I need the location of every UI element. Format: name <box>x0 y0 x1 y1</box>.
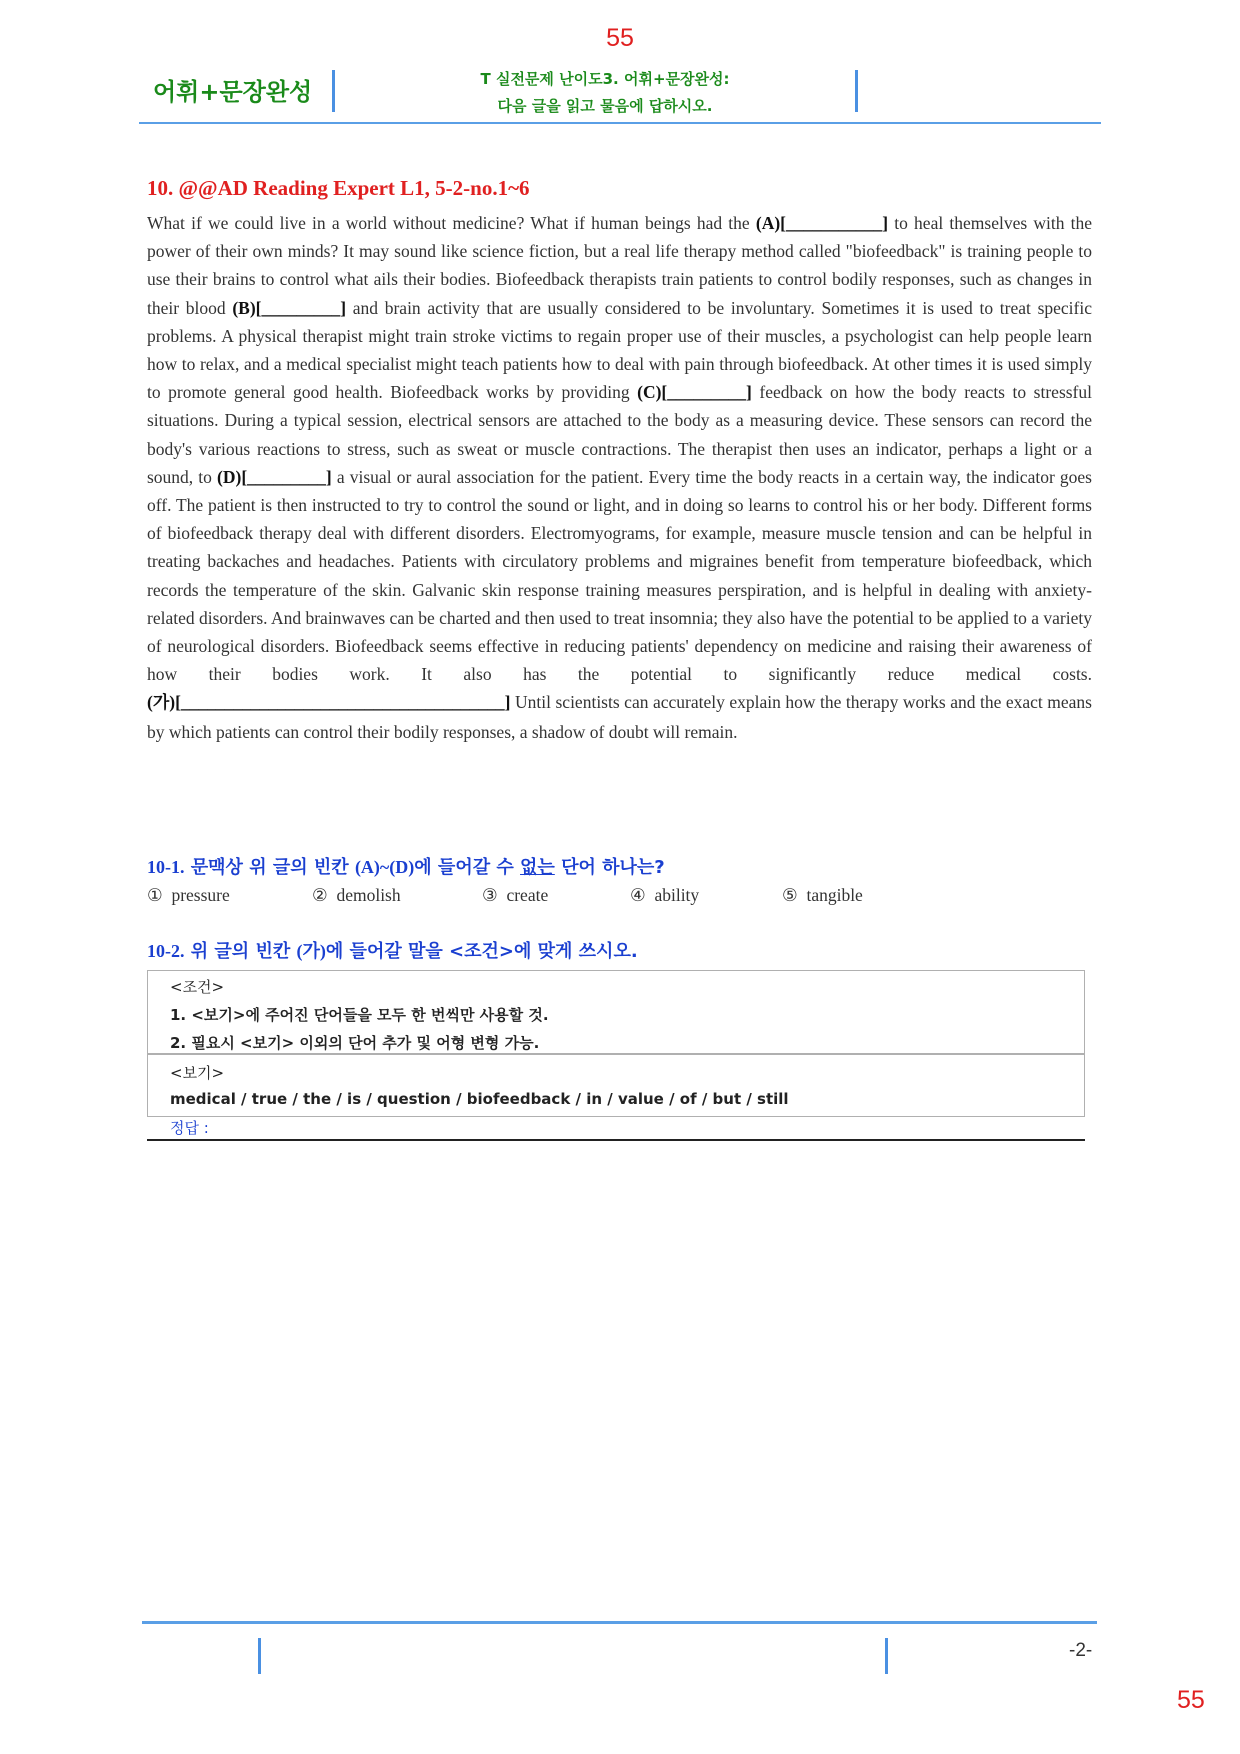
blank-ga-char: 가 <box>152 693 170 714</box>
passage-text: to heal themselves with the power of their own minds? It may sound like science fiction, but a real life therapy method called "biofeedback" is training people to use their brains to control what ails their bodies. Biofeedback therapists train patients to control bodily responses, such as changes in their blood <box>147 213 1093 318</box>
blank-a: (A)[___________] <box>755 213 889 233</box>
option-4-mark: ④ <box>630 885 646 905</box>
footer-rule <box>142 1621 1097 1624</box>
subquestion-2-paren: ( <box>296 941 303 961</box>
blank-ga-open: ( <box>147 692 153 713</box>
header-subtitle-line1: T 실전문제 난이도3. 어휘+문장완성: <box>480 70 730 88</box>
reading-passage <box>147 209 1092 746</box>
passage-text: What if we could live in a world without medicine? What if human beings had the <box>147 213 756 233</box>
blank-c: (C)[_________] <box>637 382 752 403</box>
subquestion-2-text: 위 글의 빈칸 <box>184 941 297 962</box>
subquestion-2-ga: 가 <box>302 941 320 962</box>
blank-d: (D)[_________] <box>217 466 332 487</box>
subquestion-1-prompt <box>147 853 665 879</box>
header-rule <box>139 122 1101 124</box>
blank-b: (B)[_________] <box>232 297 347 318</box>
subquestion-1-text: 단어 하나는? <box>554 857 665 878</box>
passage-text: and brain activity that are usually considered to be involuntary. Sometimes it is used to treat specific problems. A physical therapist might train stroke victims to regain proper use of their muscles, a psychologist can help people learn how to relax, and a medical specialist might teach patients how to deal with pain through biofeedback. At other times it is used simply to promote general good health. Biofeedback works by providing <box>147 297 1092 403</box>
word-bank-header: <보기> <box>170 1064 225 1082</box>
section-title: 어휘+문장완성 <box>153 78 313 106</box>
option-5-mark: ⑤ <box>782 885 798 905</box>
footer-page-indicator: -2- <box>1069 1640 1093 1661</box>
header-divider-right <box>855 70 858 112</box>
subquestion-2-text: 에 들어갈 말을 <조건>에 맞게 쓰시오. <box>325 941 638 962</box>
subquestion-1-emphasis: 없는 <box>520 857 555 878</box>
bottom-page-number: 55 <box>1177 1686 1205 1714</box>
question-title: 10. @@AD Reading Expert L1, 5-2-no.1~6 <box>147 176 530 200</box>
header-subtitle-line2: 다음 글을 읽고 물음에 답하시오. <box>497 97 713 115</box>
option-5[interactable] <box>782 885 863 906</box>
answer-label: 정답 : <box>170 1119 209 1137</box>
subquestion-1-number: 10-1. <box>147 857 185 877</box>
conditions-header: <조건> <box>170 978 225 996</box>
word-bank: medical / true / the / is / question / biofeedback / in / value / of / but / still <box>170 1090 789 1108</box>
option-2[interactable] <box>312 885 401 906</box>
passage-text: Until scientists can accurately explain how the therapy works and the exact means by which patients can control their bodily responses, a shadow of doubt will remain. <box>147 692 1092 742</box>
option-3-word: create <box>506 885 549 905</box>
header-divider-left <box>332 70 335 112</box>
option-2-word: demolish <box>336 885 401 905</box>
subquestion-2-paren: ) <box>319 941 326 961</box>
blank-ga-rest: )[_____________________________________] <box>169 692 511 713</box>
option-2-mark: ② <box>312 885 328 905</box>
conditions-divider <box>148 1053 1084 1055</box>
option-4-word: ability <box>654 885 700 905</box>
option-5-word: tangible <box>806 885 863 905</box>
option-1-mark: ① <box>147 885 163 905</box>
answer-line[interactable] <box>147 1139 1085 1141</box>
footer-divider-right <box>885 1638 888 1674</box>
option-4[interactable] <box>630 885 699 906</box>
conditions-box <box>147 970 1085 1117</box>
subquestion-1-range: (A)~(D) <box>354 857 415 877</box>
condition-2: 2. 필요시 <보기> 이외의 단어 추가 및 어형 변형 가능. <box>170 1034 540 1052</box>
option-3-mark: ③ <box>482 885 498 905</box>
subquestion-1-text: 에 들어갈 수 <box>414 857 521 878</box>
condition-1: 1. <보기>에 주어진 단어들을 모두 한 번씩만 사용할 것. <box>170 1006 549 1024</box>
subquestion-2-prompt <box>147 937 638 963</box>
option-3[interactable] <box>482 885 548 906</box>
blank-ga <box>147 692 511 712</box>
footer-divider-left <box>258 1638 261 1674</box>
header-subtitle <box>440 66 770 120</box>
option-1-word: pressure <box>171 885 230 905</box>
subquestion-2-number: 10-2. <box>147 941 185 961</box>
option-1[interactable] <box>147 885 230 906</box>
passage-text: feedback on how the body reacts to stressful situations. During a typical session, electrical sensors are attached to the body as a measuring device. These sensors can record the body's various reactions to stress, such as sweat or muscle contractions. The therapist then uses an indicator, perhaps a light or a sound, to <box>147 382 1092 487</box>
subquestion-1-text: 문맥상 위 글의 빈칸 <box>184 857 355 878</box>
top-page-number: 55 <box>606 24 634 52</box>
passage-text: a visual or aural association for the patient. Every time the body reacts in a certain way, the indicator goes off. The patient is then instructed to try to control the sound or light, and in doing so learns to control his or her body. Different forms of biofeedback therapy deal with different disorders. Electromyograms, for example, measure muscle tension and can be helpful in treating backaches and headaches. Patients with circulatory problems and migraines benefit from temperature biofeedback, which records the temperature of the skin. Galvanic skin response training measures perspiration, and is helpful in dealing with anxiety-related disorders. And brainwaves can be charted and then used to treat insomnia; they also have the potential to be applied to a variety of neurological disorders. Biofeedback seems effective in reducing patients' dependency on medicine and raising their awareness of how their bodies work. It also has the potential to significantly reduce medical costs. <box>147 466 1092 685</box>
